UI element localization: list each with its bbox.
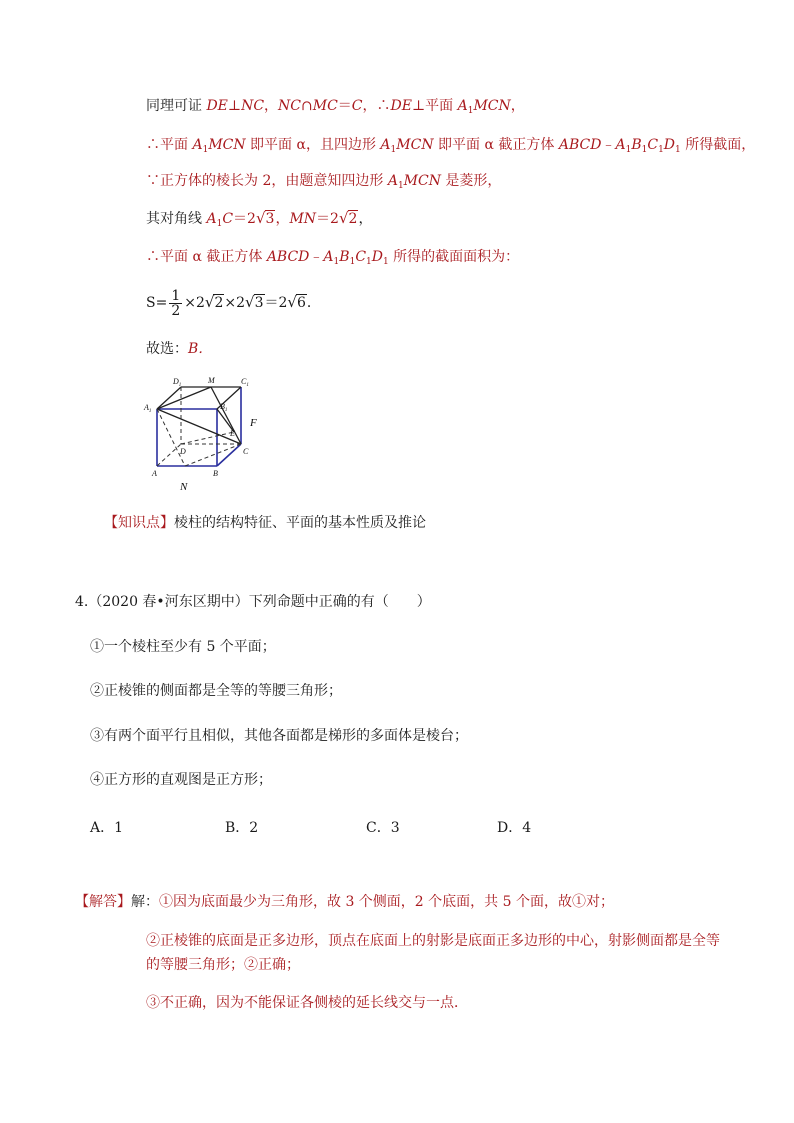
solution-line-1 [146,96,525,116]
option-a: A．1 [90,820,124,836]
hidden-edge-n-c [185,444,241,466]
cube-figure [140,372,270,494]
solution-line-5: ∴平面 α 截正方体 $ABCD﹣A_1B_1C_1D_1$ 所得的截面面积为： [146,249,520,267]
label-d1: $D_1$ [173,377,182,388]
edge-a1-d1 [157,387,181,409]
hidden-edge-a-d [157,444,181,466]
solution-line-3: ∵正方体的棱长为 2，由题意知四边形 $A_1MCN$ 是菱形， [146,173,502,191]
option-d: D．4 [497,820,532,836]
question-4-item-2: ②正棱锥的侧面都是全等的等腰三角形； [90,683,342,699]
edge-m-c [211,387,241,444]
edge-a1-c [157,409,241,444]
label-c: C [243,447,249,456]
label-c1: $C_1$ [241,377,249,388]
edge-a1-m [157,387,211,409]
label-a: A [152,469,157,478]
answer-line-2: ②正棱锥的底面是正多边形，顶点在底面上的射影是底面正多边形的中心，射影侧面都是全等 [146,933,720,949]
question-4-stem: 4.（2020 春•河东区期中）下列命题中正确的有（ ） [75,594,431,610]
area-formula: S= $\frac{1}{2}$ ×2√2×2√3＝2√6． [146,287,321,319]
label-a1: $A_1$ [144,403,152,414]
label-n: N [180,481,188,493]
option-b: B．2 [225,820,259,836]
label-m: M [208,376,215,385]
answer-line-4: ③不正确，因为不能保证各侧棱的延长线交与一点． [146,995,468,1011]
answer-intro: 解： [131,894,159,910]
answer-tag: 【解答】 [75,894,131,910]
question-4-item-3: ③有两个面平行且相似，其他各面都是梯形的多面体是棱台； [90,728,468,744]
answer-choice-line [146,339,212,359]
label-e: E [230,429,235,438]
edge-b-c [217,444,241,466]
question-4-item-4: ④正方形的直观图是正方形； [90,772,272,788]
line1-prefix: 同理可证 [146,98,207,114]
knowledge-point [104,513,426,533]
line1-math: DE⊥NC，NC∩MC＝C，∴DE⊥平面 $A_1MCN$， [206,98,525,116]
question-4-item-1: ①一个棱柱至少有 5 个平面； [90,639,276,655]
label-f: F [250,417,257,429]
knowledge-tag: 【知识点】 [104,515,174,531]
answer-text-1: ①因为底面最少为三角形，故 3 个侧面，2 个底面，共 5 个面，故①对； [159,894,614,910]
label-b1: $B_1$ [220,402,228,413]
fraction-one-half: $\frac{1}{2}$ [171,287,181,319]
option-c: C．3 [366,820,400,836]
answer-line-3: 的等腰三角形；②正确； [146,957,300,973]
answer-label: 故选： [146,341,188,357]
label-d: D [180,447,186,456]
knowledge-text: 棱柱的结构特征、平面的基本性质及推论 [174,515,426,531]
solution-line-2: ∴平面 $A_1MCN$ 即平面 α，且四边形 $A_1MCN$ 即平面 α 截正方体 $ABCD﹣A_1B_1C_1D_1$ 所得截面， [146,137,756,155]
solution-line-4: 其对角线 $A_1C=2√3$，MN＝2√2， [146,209,373,229]
answer-value: B． [188,341,213,357]
answer-line-1 [75,892,614,912]
label-b: B [213,469,218,478]
